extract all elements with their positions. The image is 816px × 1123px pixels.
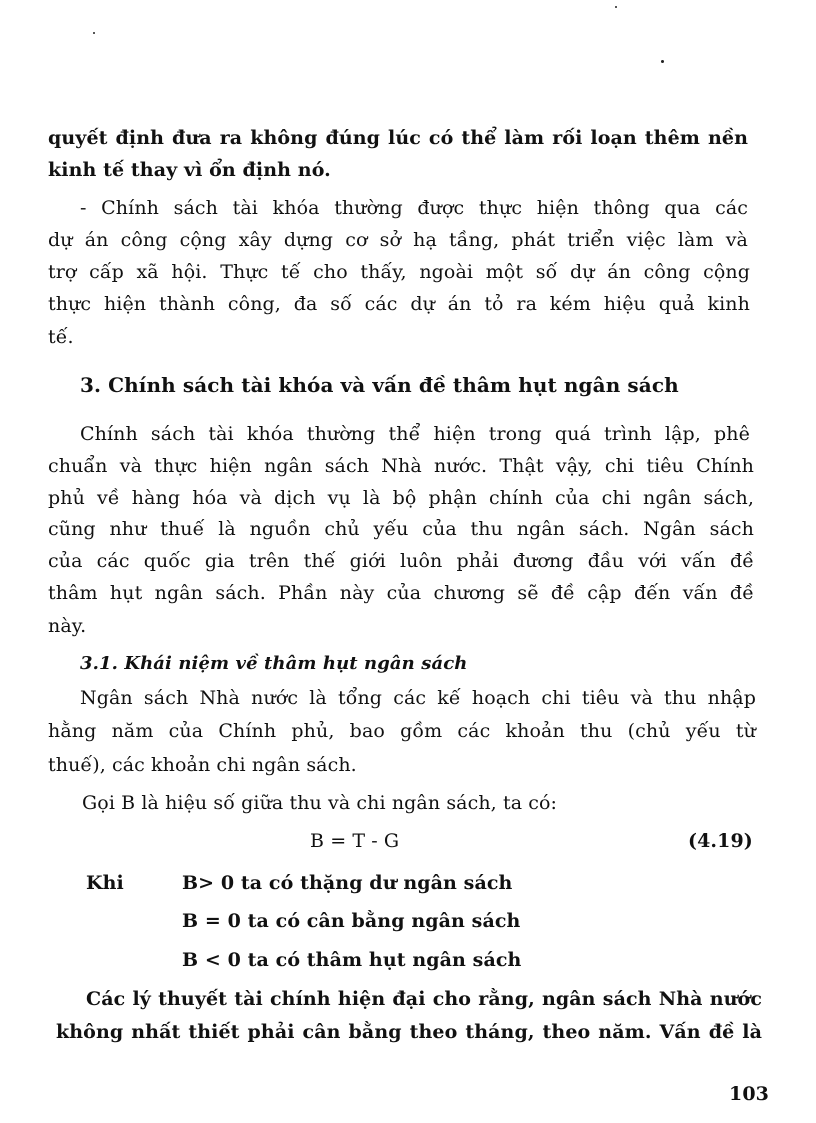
text-line: phủ về hàng hóa và dịch vụ là bộ phận chính của chi ngân sách, <box>48 487 754 509</box>
text-line: quyết định đưa ra không đúng lúc có thể làm rối loạn thêm nền <box>48 127 748 149</box>
section-heading: 3. Chính sách tài khóa và vấn đề thâm hụt ngân sách <box>80 373 679 397</box>
scan-speck <box>615 6 617 8</box>
text-line: Gọi B là hiệu số giữa thu và chi ngân sách, ta có: <box>82 792 558 814</box>
conditions-label: Khi <box>86 872 124 894</box>
scan-speck <box>93 32 95 34</box>
condition-case: B = 0 ta có cân bằng ngân sách <box>182 910 521 932</box>
text-line: không nhất thiết phải cân bằng theo tháng, theo năm. Vấn đề là <box>56 1021 762 1043</box>
text-line: cũng như thuế là nguồn chủ yếu của thu ngân sách. Ngân sách <box>48 518 754 540</box>
text-line: Các lý thuyết tài chính hiện đại cho rằng, ngân sách Nhà nước <box>86 988 762 1010</box>
text-line: trợ cấp xã hội. Thực tế cho thấy, ngoài một số dự án công cộng <box>48 261 750 283</box>
condition-case: B < 0 ta có thâm hụt ngân sách <box>182 949 522 971</box>
text-line: thuế), các khoản chi ngân sách. <box>48 754 357 776</box>
text-line: kinh tế thay vì ổn định nó. <box>48 159 331 181</box>
text-line: dự án công cộng xây dựng cơ sở hạ tầng, phát triển việc làm và <box>48 229 748 251</box>
text-line: thâm hụt ngân sách. Phần này của chương sẽ đề cập đến vấn đề <box>48 582 754 604</box>
text-line: tế. <box>48 326 74 348</box>
text-line: chuẩn và thực hiện ngân sách Nhà nước. Thật vậy, chi tiêu Chính <box>48 455 754 477</box>
page-number: 103 <box>729 1083 769 1105</box>
text-line: thực hiện thành công, đa số các dự án tỏ ra kém hiệu quả kinh <box>48 293 750 315</box>
equation-number: (4.19) <box>688 830 753 852</box>
text-line: Ngân sách Nhà nước là tổng các kế hoạch chi tiêu và thu nhập <box>80 687 756 709</box>
subsection-heading: 3.1. Khái niệm về thâm hụt ngân sách <box>80 653 468 674</box>
text-line: hằng năm của Chính phủ, bao gồm các khoản thu (chủ yếu từ <box>48 720 756 742</box>
text-line: Chính sách tài khóa thường thể hiện trong quá trình lập, phê <box>80 423 750 445</box>
text-line: - Chính sách tài khóa thường được thực hiện thông qua các <box>80 197 748 219</box>
text-line: của các quốc gia trên thế giới luôn phải đương đầu với vấn đề <box>48 550 754 572</box>
scan-speck <box>661 60 664 63</box>
text-line: này. <box>48 615 87 637</box>
condition-case: B> 0 ta có thặng dư ngân sách <box>182 872 513 894</box>
equation-formula: B = T - G <box>310 830 400 852</box>
